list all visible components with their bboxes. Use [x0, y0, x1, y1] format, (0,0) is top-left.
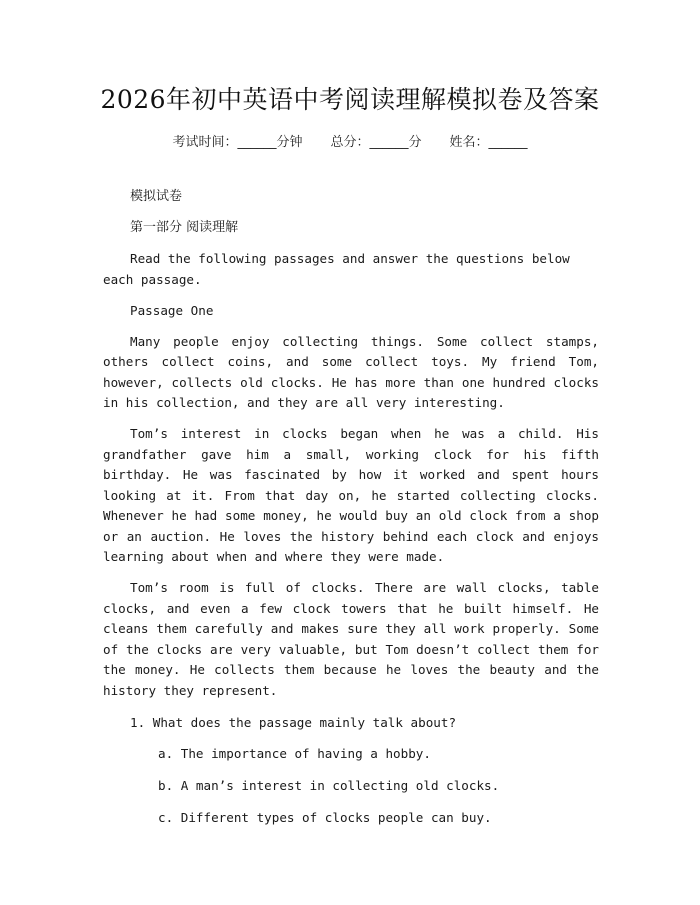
- total-score-field: 总分：______分: [330, 135, 422, 150]
- instructions: Read the following passages and answer the questions below each passage.: [103, 251, 570, 287]
- document-title: 2026年初中英语中考阅读理解模拟卷及答案: [100, 85, 600, 114]
- exam-time-field: 考试时间：______分钟: [172, 135, 303, 150]
- part-heading: 第一部分 阅读理解: [130, 220, 239, 235]
- passage-paragraph-2: Tom’s interest in clocks began when he was a child. His grandfather gave him a small, working clock for his fifth birthday. He was fascinated by how it worked and spent hours looking at it. From that day on, he started collecting clocks. Whenever he had some money, he would buy an old clock from a shop or an auction. He loves the history behind each clock and enjoys learning about when and where they were made.: [103, 426, 599, 564]
- student-name-field: 姓名：______: [449, 135, 528, 150]
- question-1-option-a: a. The importance of having a hobby.: [158, 746, 431, 761]
- question-1: 1. What does the passage mainly talk about?: [130, 715, 457, 730]
- passage-paragraph-3: Tom’s room is full of clocks. There are wall clocks, table clocks, and even a few clock towers that he built himself. He cleans them carefully and makes sure they all work properly. Some of the clocks are very valuable, but Tom doesn’t collect them for the money. He collects them because he loves the beauty and the history they represent.: [103, 580, 599, 698]
- passage-paragraph-1: Many people enjoy collecting things. Some collect stamps, others collect coins, and some collect toys. My friend Tom, however, collects old clocks. He has more than one hundred clocks in his collection, and they are all very interesting.: [103, 333, 599, 410]
- exam-info-line: [0, 131, 700, 150]
- passage-title: Passage One: [130, 302, 214, 318]
- question-1-option-c: c. Different types of clocks people can buy.: [158, 810, 492, 825]
- question-1-option-b: b. A man’s interest in collecting old clocks.: [158, 778, 500, 793]
- section-heading: 模拟试卷: [130, 189, 183, 204]
- document-body: [103, 187, 599, 840]
